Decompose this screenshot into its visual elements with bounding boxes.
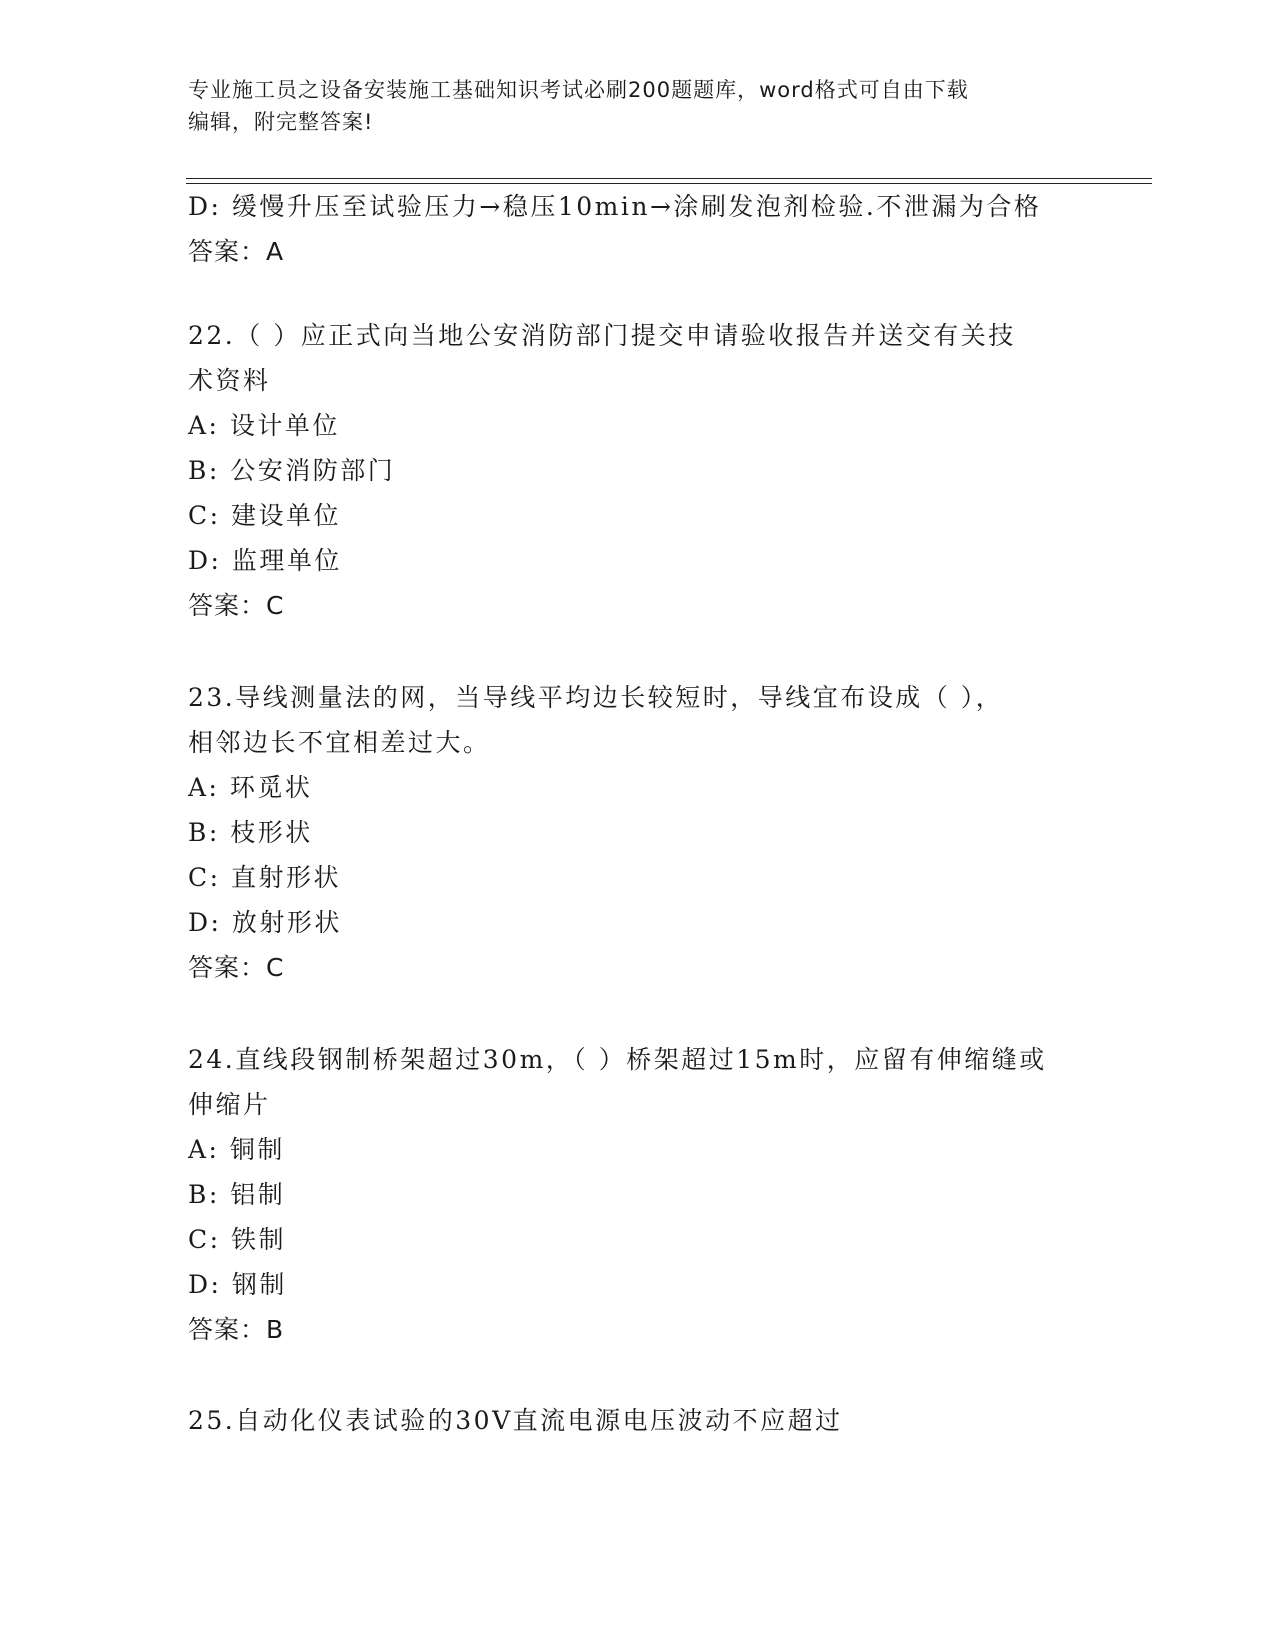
option-c: C: 建设单位 (188, 501, 341, 530)
option-b: B: 铝制 (188, 1180, 286, 1209)
answer-line: 答案：C (188, 591, 285, 620)
answer-line: 答案：A (188, 237, 285, 266)
question-text-line-2: 伸缩片 (188, 1090, 271, 1119)
option-d: D: 放射形状 (188, 908, 342, 937)
question-24 (188, 1037, 1088, 1352)
option-a: A: 环觅状 (188, 773, 313, 802)
question-text-line-2: 术资料 (188, 366, 271, 395)
option-d: D: 钢制 (188, 1270, 287, 1299)
question-23 (188, 675, 1088, 990)
answer-line: 答案：B (188, 1315, 285, 1344)
header-title-line-1: 专业施工员之设备安装施工基础知识考试必刷200题题库，word格式可自由下载 (188, 78, 969, 102)
option-b: B: 公安消防部门 (188, 456, 396, 485)
option-c: C: 直射形状 (188, 863, 341, 892)
answer-line: 答案：C (188, 953, 285, 982)
question-text-line-1: 24.直线段钢制桥架超过30m，（ ）桥架超过15m时，应留有伸缩缝或 (188, 1045, 1047, 1074)
question-text-line-1: 22.（ ）应正式向当地公安消防部门提交申请验收报告并送交有关技 (188, 321, 1016, 350)
option-c: C: 铁制 (188, 1225, 286, 1254)
question-22 (188, 313, 1088, 628)
option-a: A: 设计单位 (188, 411, 340, 440)
question-text-line-2: 相邻边长不宜相差过大。 (188, 728, 491, 757)
option-a: A: 铜制 (188, 1135, 285, 1164)
option-d: D: 缓慢升压至试验压力→稳压10min→涂刷发泡剂检验.不泄漏为合格 (188, 192, 1042, 221)
option-b: B: 枝形状 (188, 818, 313, 847)
option-d: D: 监理单位 (188, 546, 342, 575)
header-divider-top (186, 178, 1152, 179)
question-text-line-1: 23.导线测量法的网，当导线平均边长较短时，导线宜布设成（ ）， (188, 683, 1004, 712)
question-text-line-1: 25.自动化仪表试验的30V直流电源电压波动不应超过 (188, 1406, 843, 1435)
document-header (188, 74, 1088, 138)
previous-question-tail (188, 184, 1088, 274)
header-title-line-2: 编辑，附完整答案! (188, 110, 374, 134)
question-25 (188, 1398, 1088, 1443)
